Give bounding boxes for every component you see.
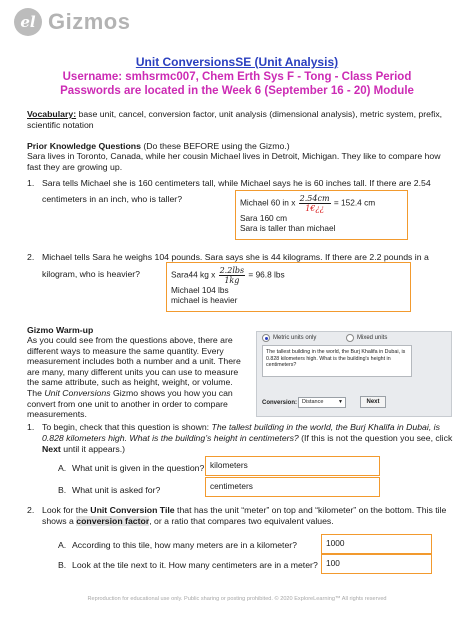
q2-answer-line-1 [171, 266, 406, 285]
q1-answer-box[interactable] [235, 190, 408, 240]
step2-line-2-lead: shows a [42, 516, 77, 526]
step2-line-1-rest: that has the unit “meter” on top and “kilometer” on the bottom. This tile [174, 505, 447, 515]
q1-answer-result: = 152.4 cm [333, 197, 376, 208]
vocabulary-terms: base unit, cancel, conversion factor, unit analysis (dimensional analysis), metric system, prefix, scientific notation [27, 109, 443, 130]
step1-qb-letter: B. [58, 485, 67, 495]
step1-qa-text: What unit is given in the question? [72, 463, 205, 473]
q2-text-line-2: kilogram, who is heavier? [42, 269, 141, 279]
step2-qb-text: Look at the tile next to it. How many centimeters are in a meter? [72, 560, 318, 570]
q1-answer-line-1 [240, 194, 403, 213]
step2-line-1 [42, 505, 466, 516]
q1-answer-line-2: Sara 160 cm [240, 213, 288, 223]
q2-fraction [219, 266, 246, 285]
title-line-3: Passwords are located in the Week 6 (September 16 - 20) Module [60, 85, 414, 97]
q1-answer-lead: Michael 60 in x [240, 197, 296, 208]
title-line-2: Username: smhsrmc007, Chem Erth Sys F - Tong - Class Period [62, 71, 412, 83]
step1-next-word: Next [42, 444, 61, 454]
step2-qa-letter: A. [58, 540, 67, 550]
q2-number: 2. [27, 252, 35, 262]
q1-text-line-2: centimeters in an inch, who is taller? [42, 194, 183, 204]
step1-line-1-lead: To begin, check that this question is shown: [42, 422, 210, 432]
q2-answer-result: = 96.8 lbs [248, 269, 285, 280]
step1-line-3 [42, 444, 125, 455]
step1-line-3-rest: until it appears.) [60, 444, 126, 454]
step2-qb-answer[interactable]: 100 [321, 554, 432, 574]
q1-fraction-numerator: 2.54cm [299, 194, 330, 203]
q1-number: 1. [27, 178, 35, 188]
warmup-gizmo-name: Unit Conversions [44, 387, 111, 398]
document-title [0, 55, 474, 98]
step2-qa-answer[interactable]: 1000 [321, 534, 432, 554]
gizmo-question-card: The tallest building in the world, the Burj Khalifa in Dubai, is 0.828 kilometers high. What is the building's height in centimeters? [262, 345, 412, 377]
step1-qb-answer[interactable]: centimeters [205, 477, 380, 497]
warmup-text-1: As you could see from the questions above, there are different ways to measure the same quantity. Every measurement includes both a number and a unit. There are many, many different units you can use to measure the same attribute, such as height, weight, or volume. The [27, 335, 241, 398]
step1-line-1-question: The tallest building in the world, the Burj Khalifa in Dubai, is [209, 422, 440, 432]
next-button[interactable]: Next [360, 396, 386, 408]
q1-fraction-denominator: 1€¿¿ [305, 204, 324, 213]
header-bar [0, 0, 474, 44]
step1-number: 1. [27, 422, 35, 432]
vocabulary-label: Vocabulary: [27, 109, 77, 119]
step2-line-1-lead: Look for the [42, 505, 91, 515]
step1-line-2-question: 0.828 kilometers high. What is the building’s height in centimeters? [42, 433, 299, 443]
mixed-units-radio[interactable] [346, 334, 354, 342]
step1-qa-letter: A. [58, 463, 67, 473]
step1-qa-answer[interactable]: kilometers [205, 456, 380, 476]
q1-fraction [299, 194, 331, 213]
warmup-heading: Gizmo Warm-up [27, 325, 94, 335]
step2-line-2-rest: , or a ratio that compares two equivalent values. [149, 516, 334, 526]
mixed-units-label: Mixed units [357, 335, 388, 341]
conversion-select[interactable] [298, 397, 346, 408]
q1-answer-line-3: Sara is taller than michael [240, 223, 336, 234]
chevron-down-icon: ▼ [338, 399, 343, 405]
step1-line-2 [42, 433, 462, 444]
q1-text-line-1: Sara tells Michael she is 160 centimeters tall, while Michael says he is 60 inches tall. If there are 2.54 [42, 178, 431, 188]
prior-knowledge-heading [27, 141, 447, 152]
step1-qb-text: What unit is asked for? [72, 485, 161, 495]
conversion-select-value: Distance [302, 399, 324, 405]
title-line-1: Unit ConversionsSE (Unit Analysis) [135, 55, 339, 69]
q2-answer-line-3: michael is heavier [171, 295, 238, 306]
prior-heading-note: (Do these BEFORE using the Gizmo.) [140, 141, 290, 151]
step2-line-2 [42, 516, 462, 527]
prior-heading-text: Prior Knowledge Questions [27, 141, 141, 151]
warmup-text-2: Gizmo shows you how you can convert from one unit to another in order to compare measurements. [27, 387, 233, 420]
step2-number: 2. [27, 505, 35, 515]
step1-line-1 [42, 422, 462, 433]
q2-answer-box[interactable] [166, 262, 411, 312]
metric-units-label: Metric units only [273, 335, 317, 341]
brand-name: Gizmos [48, 9, 131, 34]
vocabulary-paragraph [27, 109, 447, 130]
step2-qb-letter: B. [58, 560, 67, 570]
step2-conversion-factor-term: conversion factor [76, 516, 150, 526]
footer-copyright: Reproduction for educational use only. Public sharing or posting prohibited. © 2020 ExploreLearning™ All rights reserved [87, 596, 387, 602]
step1-line-2-note: (If this is not the question you see, click [298, 433, 453, 443]
q2-fraction-numerator: 2.2lbs [219, 266, 245, 275]
q2-fraction-denominator: 1kg [224, 276, 240, 285]
q2-answer-line-2: Michael 104 lbs [171, 285, 229, 295]
logo-icon: el [14, 8, 42, 36]
conversion-label: Conversion: [262, 400, 298, 406]
metric-units-radio[interactable] [262, 334, 270, 342]
warmup-paragraph [27, 335, 249, 420]
prior-intro: Sara lives in Toronto, Canada, while her cousin Michael lives in Detroit, Michigan. They like to compare how fast they are growing up. [27, 151, 441, 172]
step2-tile-term: Unit Conversion Tile [90, 505, 175, 515]
step2-qa-text: According to this tile, how many meters are in a kilometer? [72, 540, 298, 550]
q2-text-line-1: Michael tells Sara he weighs 104 pounds. Sara says she is 44 kilograms. If there are 2.2 pounds in a [42, 252, 429, 262]
q2-answer-lead: Sara44 kg x [171, 269, 216, 280]
